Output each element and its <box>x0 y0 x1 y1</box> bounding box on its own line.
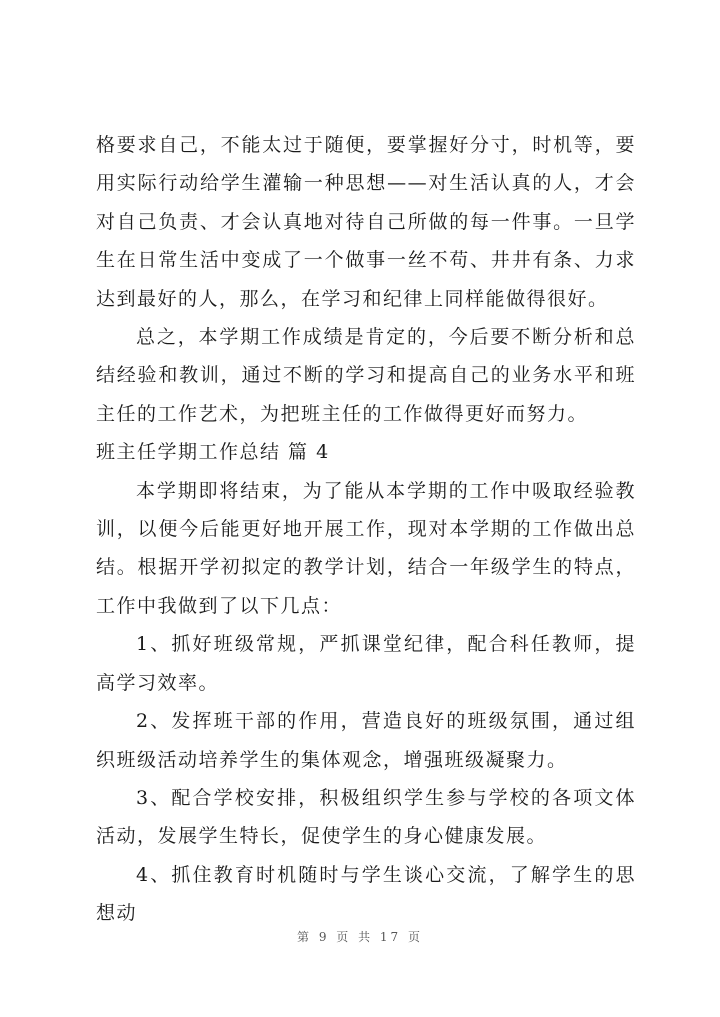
list-item-2: 2、发挥班干部的作用，营造良好的班级氛围，通过组织班级活动培养学生的集体观念，增强班级凝聚力。 <box>96 710 636 771</box>
page-number-footer: 第 9 页 共 17 页 <box>297 930 423 944</box>
paragraph-intro: 本学期即将结束，为了能从本学期的工作中吸取经验教训，以便今后能更好地开展工作，现对本学期的工作做出总结。根据开学初拟定的教学计划，结合一年级学生的特点，工作中我做到了以下几点： <box>96 479 636 617</box>
paragraph-conclusion: 总之，本学期工作成绩是肯定的，今后要不断分析和总结经验和教训，通过不断的学习和提高自己的业务水平和班主任的工作艺术，为把班主任的工作做得更好而努力。 <box>96 326 636 425</box>
paragraph-continued: 格要求自己，不能太过于随便，要掌握好分寸，时机等，要用实际行动给学生灌输一种思想——对生活认真的人，才会对自己负责、才会认真地对待自己所做的每一件事。一旦学生在日常生活中变成了一个做事一丝不苟、井井有条、力求达到最好的人，那么，在学习和纪律上同样能做得很好。 <box>96 134 636 310</box>
list-item-3: 3、配合学校安排，积极组织学生参与学校的各项文体活动，发展学生特长，促使学生的身心健康发展。 <box>96 786 636 848</box>
document-body <box>96 126 636 933</box>
list-item-4: 4、抓住教育时机随时与学生谈心交流，了解学生的思想动 <box>96 863 636 925</box>
section-heading: 班主任学期工作总结 篇 4 <box>96 441 330 464</box>
list-item-1: 1、抓好班级常规，严抓课堂纪律，配合科任教师，提高学习效率。 <box>96 633 636 694</box>
